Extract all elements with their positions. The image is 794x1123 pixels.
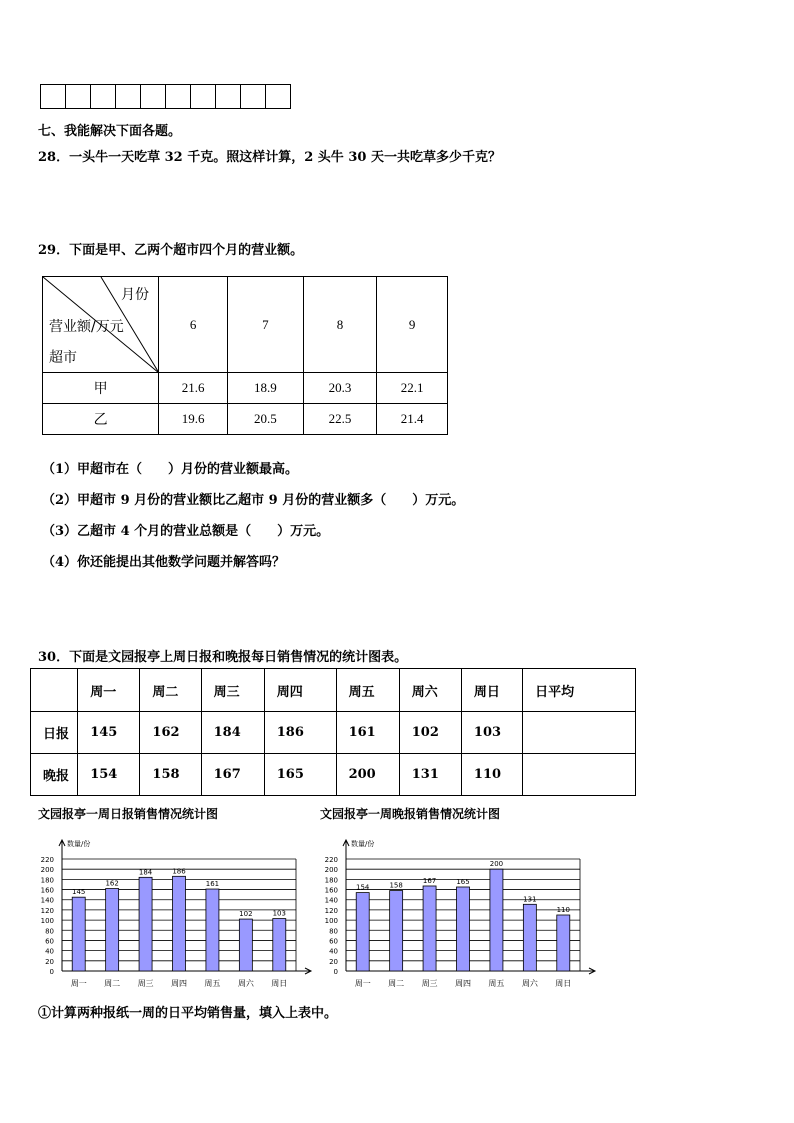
header-store-label: 超市 [49,350,77,366]
store-name: 甲 [43,373,159,404]
column-header: 周五 [336,669,399,712]
bar [239,919,252,971]
table-cell: 102 [399,712,461,754]
x-tick-label: 周五 [488,979,505,988]
x-tick-label: 周日 [555,979,572,988]
month-header: 7 [228,277,304,373]
table-cell: 20.3 [303,373,377,404]
answer-box[interactable] [241,85,266,109]
q29-sub4: （4）你还能提出其他数学问题并解答吗？ [42,555,286,570]
column-header: 周六 [399,669,461,712]
row-header: 日报 [31,712,78,754]
bar [139,877,152,971]
bar [457,887,470,971]
bar [106,889,119,971]
table-cell: 162 [140,712,201,754]
bar [72,897,85,971]
table-cell: 161 [336,712,399,754]
bar [523,904,536,971]
x-tick-label: 周六 [237,979,254,988]
y-tick-label: 80 [329,927,338,936]
y-tick-label: 60 [329,937,338,946]
y-tick-label: 20 [45,957,54,966]
column-header: 周三 [201,669,264,712]
data-label: 103 [272,909,286,918]
sales-table [30,668,636,796]
answer-box[interactable] [141,85,166,109]
y-tick-label: 20 [329,957,338,966]
y-tick-label: 160 [40,886,54,895]
table-cell: 18.9 [228,373,304,404]
bar [557,915,570,971]
month-header: 8 [303,277,377,373]
bar [390,891,403,971]
answer-box[interactable] [166,85,191,109]
chart-title-daily: 文园报亭一周日报销售情况统计图 [38,807,219,821]
x-tick-label: 周六 [521,979,538,988]
answer-box-row [40,84,291,109]
bar [423,886,436,971]
table-cell: 145 [78,712,140,754]
column-header: 周一 [78,669,140,712]
month-header: 6 [159,277,228,373]
x-tick-label: 周四 [455,979,471,988]
y-tick-label: 100 [324,917,338,926]
average-answer-cell[interactable] [523,712,636,754]
y-tick-label: 200 [40,866,54,875]
y-axis-label: 数量/份 [351,840,375,848]
table-cell: 184 [201,712,264,754]
q29-sub1: （1）甲超市在（ ）月份的营业额最高。 [42,462,299,477]
y-tick-label: 80 [45,927,54,936]
evening-paper-bar-chart [310,836,600,996]
answer-box[interactable] [41,85,66,109]
data-label: 102 [239,910,253,919]
bar [356,893,369,971]
chart-title-evening: 文园报亭一周晚报销售情况统计图 [320,807,501,821]
y-tick-label: 40 [45,947,54,956]
x-tick-label: 周二 [388,979,405,988]
data-label: 154 [356,883,370,892]
table-cell: 110 [461,754,522,796]
table-cell: 158 [140,754,201,796]
table-cell: 200 [336,754,399,796]
bar [206,889,219,971]
store-name: 乙 [43,404,159,435]
y-tick-label: 60 [45,937,54,946]
x-tick-label: 周三 [421,979,438,988]
y-tick-label: 220 [40,856,54,864]
data-label: 165 [456,878,470,886]
x-tick-label: 周一 [354,979,371,988]
y-tick-label: 140 [324,896,338,905]
y-tick-label: 200 [324,866,338,875]
column-header: 日平均 [523,669,636,712]
answer-box[interactable] [191,85,216,109]
answer-box[interactable] [116,85,141,109]
y-tick-label: 100 [40,917,54,926]
y-tick-label: 0 [49,968,54,976]
table-cell: 20.5 [228,404,304,435]
average-answer-cell[interactable] [523,754,636,796]
y-axis-label: 数量/份 [67,840,91,848]
data-label: 131 [523,895,537,904]
answer-box[interactable] [216,85,241,109]
table-cell: 186 [264,712,336,754]
x-tick-label: 周三 [137,979,154,988]
data-label: 158 [389,881,403,890]
table-cell: 165 [264,754,336,796]
q29-sub3: （3）乙超市 4 个月的营业总额是（ ）万元。 [42,524,330,539]
x-tick-label: 周一 [70,979,87,988]
data-label: 161 [205,880,220,889]
table-cell: 19.6 [159,404,228,435]
header-month-label: 月份 [121,287,149,303]
x-tick-label: 周二 [104,979,121,988]
q30-sub1: ①计算两种报纸一周的日平均销售量，填入上表中。 [38,1006,338,1021]
revenue-table [42,276,448,435]
column-header: 周二 [140,669,201,712]
data-label: 110 [556,906,570,914]
bar [490,869,503,971]
month-header: 9 [377,277,448,373]
answer-box[interactable] [91,85,116,109]
question-30: 30．下面是文园报亭上周日报和晚报每日销售情况的统计图表。 [38,650,408,665]
answer-box[interactable] [66,85,91,109]
y-tick-label: 180 [324,876,338,885]
y-tick-label: 40 [329,947,338,956]
q29-sub2: （2）甲超市 9 月份的营业额比乙超市 9 月份的营业额多（ ）万元。 [42,493,465,508]
corner-cell [31,669,78,712]
y-tick-label: 0 [333,968,338,976]
y-tick-label: 180 [40,876,54,885]
y-tick-label: 160 [324,886,338,895]
x-tick-label: 周日 [271,979,288,988]
section-title: 七、我能解决下面各题。 [38,124,182,139]
data-label: 145 [72,888,86,897]
data-label: 167 [422,876,437,885]
table-cell: 103 [461,712,522,754]
table-cell: 22.5 [303,404,377,435]
bar [273,919,286,971]
data-label: 186 [172,867,186,876]
x-tick-label: 周五 [204,979,221,988]
data-label: 200 [489,860,504,869]
question-28: 28．一头牛一天吃草 32 千克。照这样计算，2 头牛 30 天一共吃草多少千克？ [38,150,501,165]
diagonal-header-cell [43,277,159,373]
table-cell: 131 [399,754,461,796]
header-amount-label: 营业额/万元 [49,319,124,335]
table-cell: 21.6 [159,373,228,404]
y-tick-label: 120 [324,906,338,915]
data-label: 184 [138,868,153,877]
answer-box[interactable] [266,85,291,109]
column-header: 周日 [461,669,522,712]
daily-paper-bar-chart [26,836,316,996]
bar [173,876,186,971]
y-tick-label: 220 [324,856,338,864]
table-cell: 154 [78,754,140,796]
row-header: 晚报 [31,754,78,796]
y-tick-label: 140 [40,896,54,905]
question-29: 29．下面是甲、乙两个超市四个月的营业额。 [38,243,304,258]
table-cell: 167 [201,754,264,796]
table-cell: 22.1 [377,373,448,404]
table-cell: 21.4 [377,404,448,435]
column-header: 周四 [264,669,336,712]
y-tick-label: 120 [40,906,54,915]
x-tick-label: 周四 [171,979,187,988]
data-label: 162 [105,879,119,888]
